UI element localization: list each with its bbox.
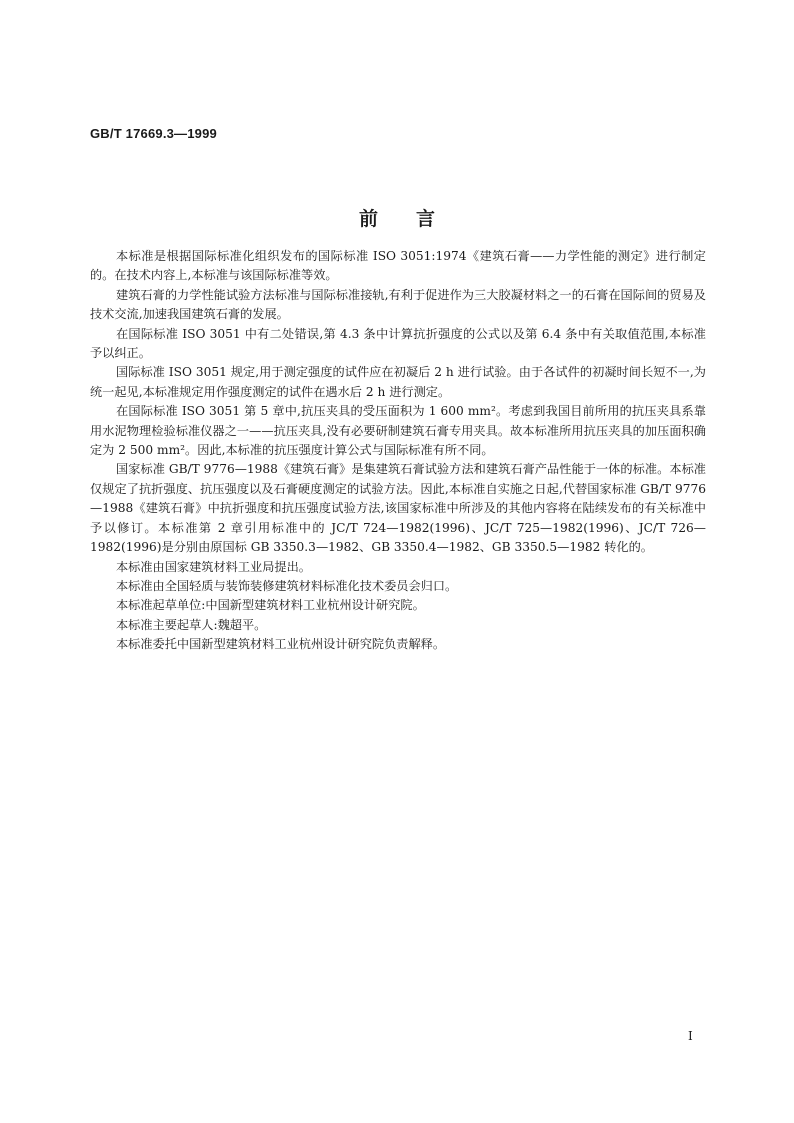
paragraph: 本标准主要起草人:魏超平。	[116, 617, 267, 632]
paragraph: 本标准起草单位:中国新型建筑材料工业杭州设计研究院。	[116, 598, 425, 613]
paragraph: 在国际标准 ISO 3051 中有二处错误,第 4.3 条中计算抗折强度的公式以及第 6.4 条中有关取值范围,本标准予以纠正。	[90, 326, 706, 361]
paragraph: 建筑石膏的力学性能试验方法标准与国际标准接轨,有利于促进作为三大胶凝材料之一的石膏在国际间的贸易及技术交流,加速我国建筑石膏的发展。	[90, 287, 706, 322]
standard-number: GB/T 17669.3—1999	[90, 126, 217, 141]
paragraph: 本标准委托中国新型建筑材料工业杭州设计研究院负责解释。	[116, 637, 446, 652]
title-char-2: 言	[416, 208, 436, 230]
paragraph: 本标准由全国轻质与装饰装修建筑材料标准化技术委员会归口。	[116, 578, 458, 593]
foreword-body	[90, 247, 706, 655]
paragraph: 国际标准 ISO 3051 规定,用于测定强度的试件应在初凝后 2 h 进行试验。由于各试件的初凝时间长短不一,为统一起见,本标准规定用作强度测定的试件在遇水后 2 h 进行测定。	[90, 365, 706, 399]
paragraph: 本标准是根据国际标准化组织发布的国际标准 ISO 3051:1974《建筑石膏——力学性能的测定》进行制定的。在技术内容上,本标准与该国际标准等效。	[90, 249, 706, 283]
page-number: I	[688, 1029, 693, 1043]
paragraph: 本标准由国家建筑材料工业局提出。	[116, 559, 311, 574]
page-title	[0, 204, 794, 231]
paragraph: 国家标准 GB/T 9776—1988《建筑石膏》是集建筑石膏试验方法和建筑石膏产品性能于一体的标准。本标准仅规定了抗折强度、抗压强度以及石膏硬度测定的试验方法。因此,本标准自实施之日起,代替国家标准 GB/T 9776—1988《建筑石膏》中抗折强度和抗压强度试验方法,该国家标准中所涉及的其他内容将在陆续发布的有关标准中予以修订。本标准第 2 章引用标准中的 JC/T 724—1982(1996)、JC/T 725—1982(1996)、JC/T 726—1982(1996)是分别由原国标 GB 3350.3—1982、GB 3350.4—1982、GB 3350.5—1982 转化的。	[90, 462, 706, 555]
title-char-1: 前	[358, 208, 378, 230]
paragraph: 在国际标准 ISO 3051 第 5 章中,抗压夹具的受压面积为 1 600 mm²。考虑到我国目前所用的抗压夹具系靠用水泥物理检验标准仪器之一——抗压夹具,没有必要研制建筑石膏专用夹具。故本标准所用抗压夹具的加压面积确定为 2 500 mm²。因此,本标准的抗压强度计算公式与国际标准有所不同。	[90, 404, 706, 458]
